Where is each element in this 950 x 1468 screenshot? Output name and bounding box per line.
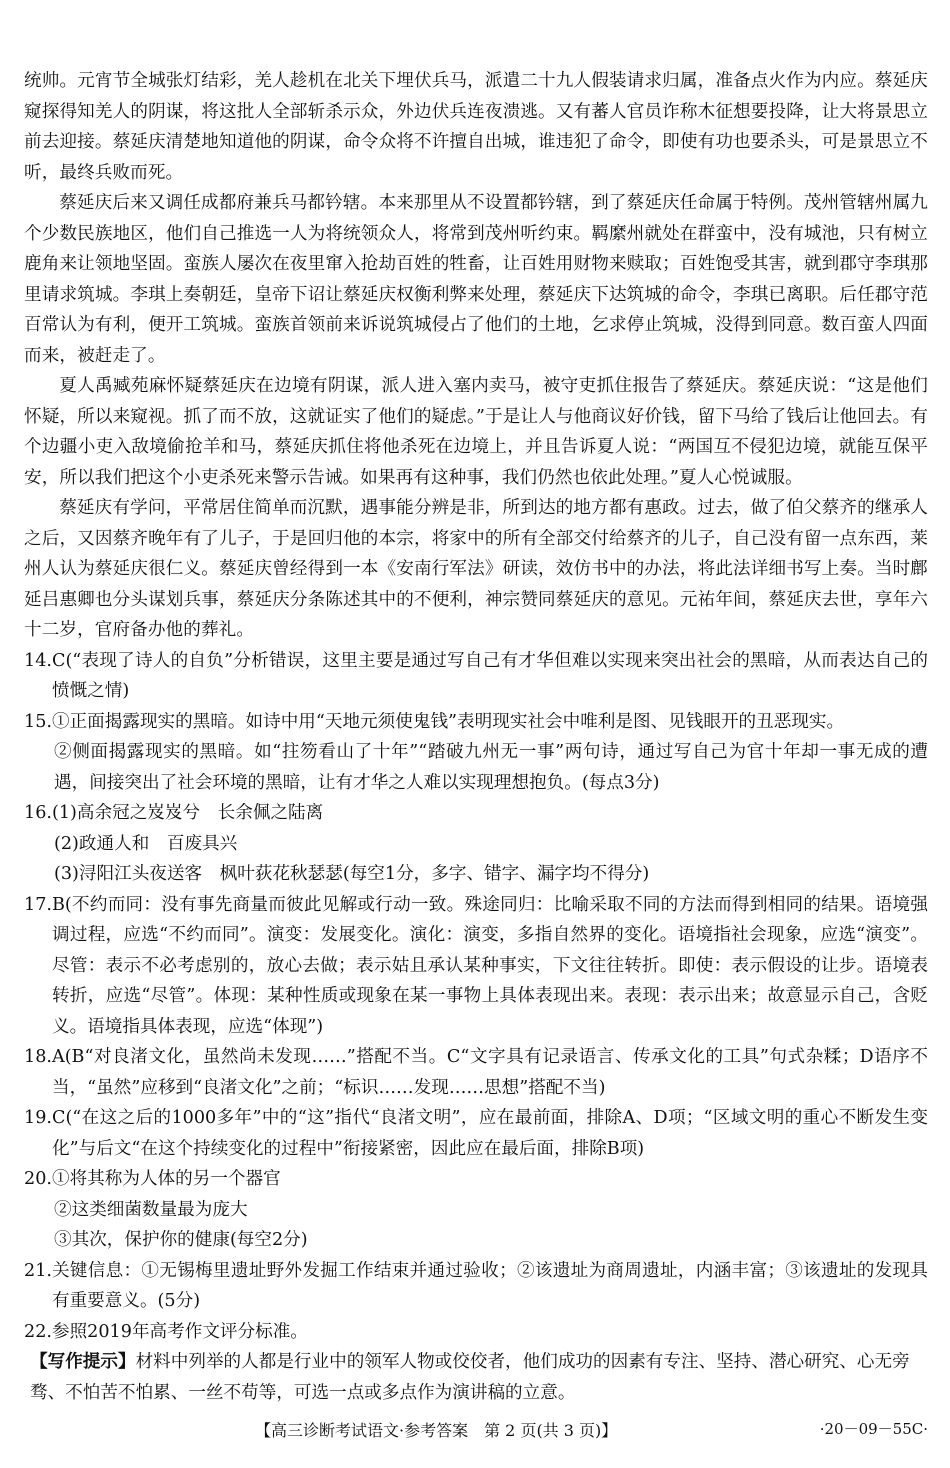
translation-paragraph-2: 蔡延庆后来又调任成都府兼兵马都钤辖。本来那里从不设置都钤辖，到了蔡延庆任命属于特例。茂州管辖州属九个少数民族地区，他们自己推选一人为将统领众人，将常到茂州听约束。羁縻州就处在群蛮中，没有城池，只有树立鹿角来让领地坚固。蛮族人屡次在夜里窜入抢劫百姓的牲畜，让百姓用财物来赎取；百姓饱受其害，就到郡守李琪那里请求筑城。李琪上奏朝廷，皇帝下诏让蔡延庆权衡利弊来处理，蔡延庆下达筑城的命令，李琪已离职。后任郡守范百常认为有利，便开工筑城。蛮族首领前来诉说筑城侵占了他们的土地，乞求停止筑城，没得到同意。数百蛮人四面而来，被赶走了。 [24, 193, 928, 366]
answer-number: 22. [24, 1321, 52, 1342]
answer-number: 16. [24, 803, 52, 823]
answer-number: 17. [24, 894, 52, 915]
answer-text: B(不约而同：没有事先商量而彼此见解或行动一致。殊途同归：比喻采取不同的方法而得到相同的结果。语境强调过程，应选“不约而同”。演变：发展变化。演化：演变，多指自然界的变化。语境指社会现象，应选“演变”。尽管：表示不必考虑别的，放心去做；表示姑且承认某种事实，下文往往转折。即使：表示假设的让步。语境表转折，应选“尽管”。体现：某种性质或现象在某一事物上具体表现出来。表现：表示出来；故意显示自己，含贬义。语境指具体表现，应选“体现”) [51, 894, 928, 1037]
answer-document [24, 66, 928, 1408]
answer-text: ①正面揭露现实的黑暗。如诗中用“天地元须使鬼钱”表明现实社会中唯利是图、见钱眼开的丑恶现实。 [51, 711, 845, 732]
answer-text: 关键信息：①无锡梅里遗址野外发掘工作结束并通过验收；②该遗址为商周遗址，内涵丰富；③该遗址的发现具有重要意义。(5分) [51, 1260, 928, 1311]
answer-20-line-2: ②这类细菌数量最为庞大 [54, 1199, 248, 1220]
answer-20-line-3: ③其次，保护你的健康(每空2分) [54, 1230, 308, 1250]
answer-text: A(B“对良渚文化，虽然尚未发现……”搭配不当。C“文字具有记录语言、传承文化的工具”句式杂糅；D语序不当，“虽然”应移到“良渚文化”之前；“标识……发现……思想”搭配不当) [51, 1047, 928, 1098]
answer-14 [24, 646, 928, 707]
translation-paragraph-4: 蔡延庆有学问，平常居住简单而沉默，遇事能分辨是非，所到达的地方都有惠政。过去，做了伯父蔡齐的继承人之后，又因蔡齐晚年有了儿子，于是回归他的本宗，将家中的所有全部交付给蔡齐的儿子，自己没有留一点东西，莱州人认为蔡延庆很仁义。蔡延庆曾经得到一本《安南行军法》研读，效仿书中的办法，将此法详细书写上奏。当时鄜延吕惠卿也分头谋划兵事，蔡延庆分条陈述其中的不便利，神宗赞同蔡延庆的意见。元祐年间，蔡延庆去世，享年六十二岁，官府备办他的葬礼。 [24, 498, 928, 640]
answer-text: (1)高余冠之岌岌兮 长余佩之陆离 [51, 803, 324, 823]
answer-number: 19. [24, 1108, 52, 1128]
answer-number: 18. [24, 1047, 52, 1067]
answer-number: 15. [24, 711, 52, 732]
answer-15 [24, 707, 928, 738]
answer-text: C(“在这之后的1000多年”中的“这”指代“良渚文明”，应在最前面，排除A、D项；“区域文明的重心不断发生变化”与后文“在这个持续变化的过程中”衔接紧密，因此应在最后面，排除B项) [51, 1108, 928, 1159]
answer-text: C(“表现了诗人的自负”分析错误，这里主要是通过写自己有才华但难以实现来突出社会的黑暗，从而表达自己的愤慨之情) [51, 650, 928, 701]
answer-16-line-2: (2)政通人和 百废具兴 [54, 833, 238, 854]
answer-22 [24, 1317, 928, 1348]
answer-20 [24, 1164, 928, 1195]
writing-tip-label: 【写作提示】 [30, 1351, 136, 1372]
answer-21 [24, 1256, 928, 1317]
translation-paragraph-1: 统帅。元宵节全城张灯结彩，羌人趁机在北关下埋伏兵马，派遣二十九人假装请求归属，准备点火作为内应。蔡延庆窥探得知羌人的阴谋，将这批人全部斩杀示众，外边伏兵连夜溃逃。又有蕃人官员诈称木征想要投降，让大将景思立前去迎接。蔡延庆清楚地知道他的阴谋，命令众将不许擅自出城，谁违犯了命令，即使有功也要杀头，可是景思立不听，最终兵败而死。 [24, 71, 928, 183]
page-footer [0, 1418, 950, 1448]
footer-code: ·20－09－55C· [819, 1420, 928, 1438]
writing-tip [24, 1347, 928, 1408]
answer-19 [24, 1103, 928, 1164]
answer-15-continuation: ②侧面揭露现实的黑暗。如“拄笏看山了十年”“踏破九州无一事”两句诗，通过写自己为官十年却一事无成的遭遇，间接突出了社会环境的黑暗，让有才华之人难以实现理想抱负。(每点3分) [54, 742, 928, 793]
answer-number: 21. [24, 1260, 52, 1281]
answer-17 [24, 890, 928, 1043]
footer-page-info: 【高三诊断考试语文·参考答案 第 2 页(共 3 页)】 [255, 1421, 618, 1440]
answer-number: 14. [24, 650, 52, 671]
writing-tip-text: 材料中列举的人都是行业中的领军人物或佼佼者，他们成功的因素有专注、坚持、潜心研究、心无旁骛、不怕苦不怕累、一丝不苟等，可选一点或多点作为演讲稿的立意。 [30, 1352, 910, 1403]
answer-text: 参照2019年高考作文评分标准。 [51, 1321, 308, 1342]
answer-16 [24, 798, 928, 829]
answer-number: 20. [24, 1169, 52, 1189]
translation-paragraph-3: 夏人禹臧苑麻怀疑蔡延庆在边境有阴谋，派人进入塞内卖马，被守吏抓住报告了蔡延庆。蔡延庆说：“这是他们怀疑，所以来窥视。抓了而不放，这就证实了他们的疑虑。”于是让人与他商议好价钱，留下马给了钱后让他回去。有个边疆小吏入敌境偷抢羊和马，蔡延庆抓住将他杀死在边境上，并且告诉夏人说：“两国互不侵犯边境，就能互保平安，所以我们把这个小吏杀死来警示告诫。如果再有这种事，我们仍然也依此处理。”夏人心悦诚服。 [24, 376, 928, 488]
answer-18 [24, 1042, 928, 1103]
answer-16-line-3: (3)浔阳江头夜送客 枫叶荻花秋瑟瑟(每空1分，多字、错字、漏字均不得分) [54, 864, 650, 884]
answer-text: ①将其称为人体的另一个器官 [51, 1169, 281, 1189]
